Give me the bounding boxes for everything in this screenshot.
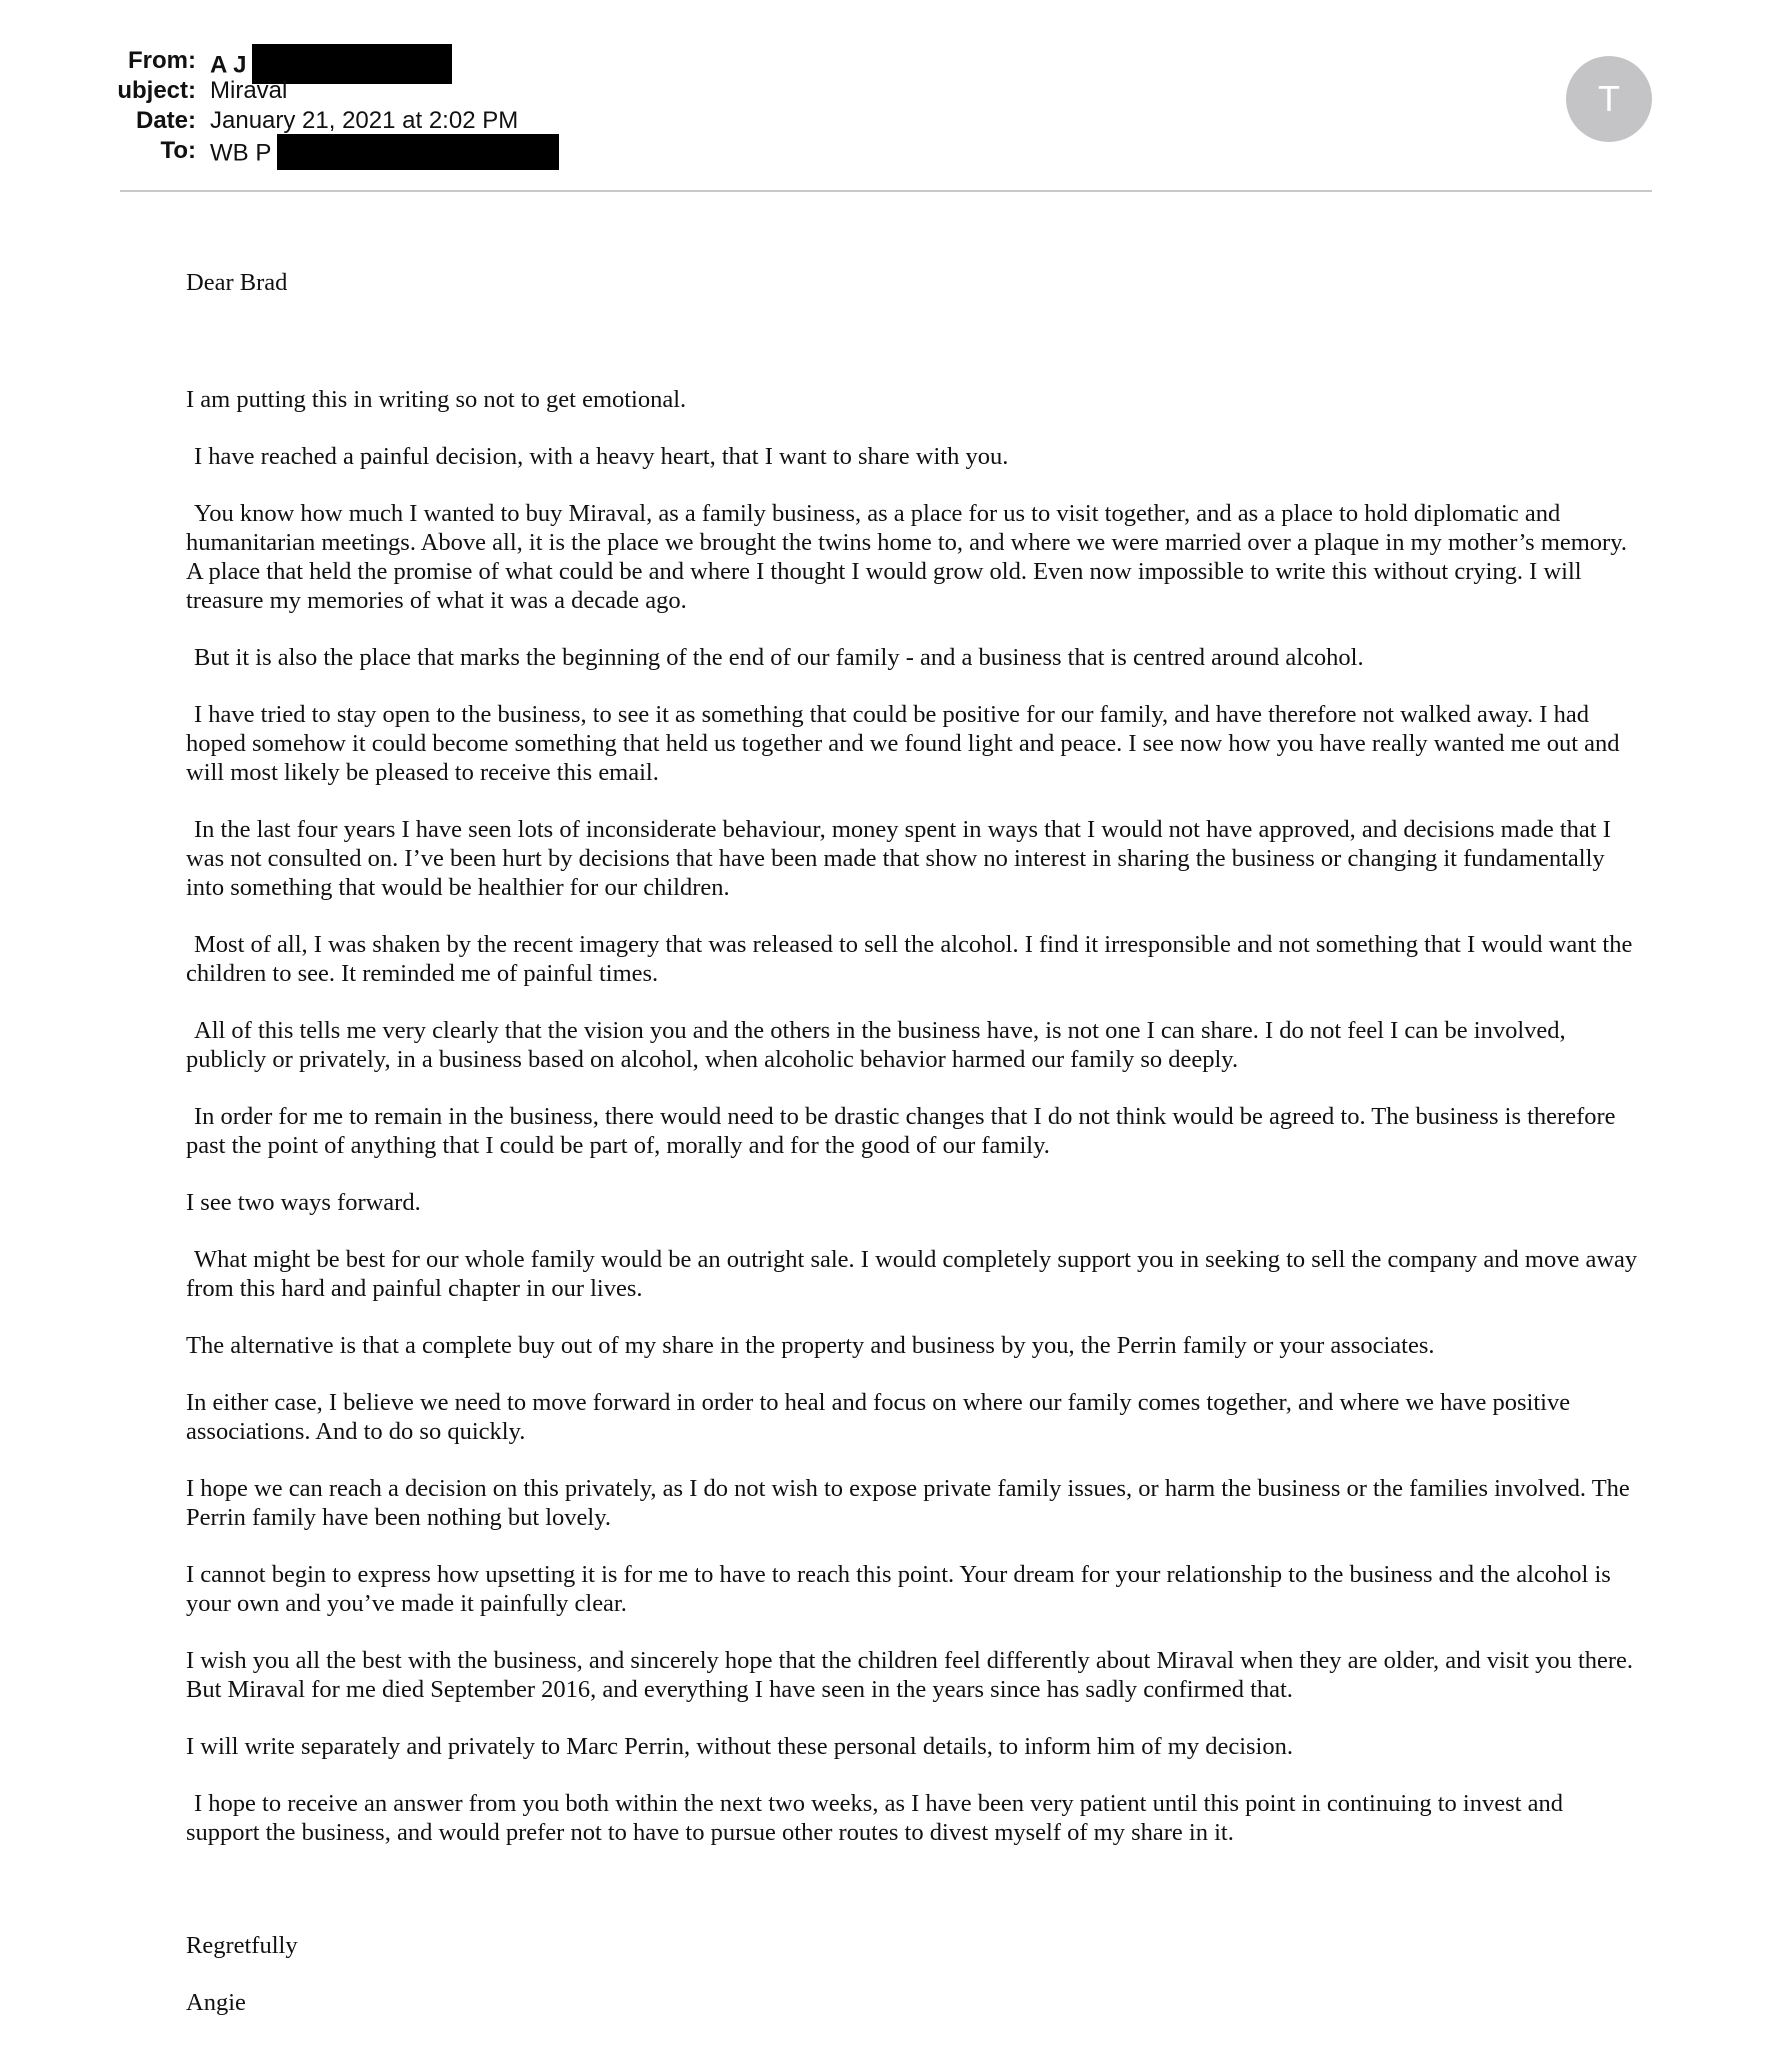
date-row (0, 106, 1788, 136)
from-label: From: (128, 47, 196, 74)
paragraph: I cannot begin to express how upsetting it is for me to have to reach this point. Your dream for your relationship to the business and the alcohol is your own and you’ve made it painfully clear. (186, 1561, 1611, 1617)
redaction-bar (277, 134, 559, 170)
email-header (0, 46, 1788, 166)
paragraph: In either case, I believe we need to move forward in order to heal and focus on where our family comes together, and where we have positive associations. And to do so quickly. (186, 1389, 1571, 1445)
paragraph: Most of all, I was shaken by the recent imagery that was released to sell the alcohol. I find it irresponsible and not something that I would want the children to see. It reminded me of painful times. (186, 931, 1633, 987)
subject-label: ubject: (117, 77, 196, 104)
paragraph: I have reached a painful decision, with a heavy heart, that I want to share with you. (194, 443, 1009, 470)
recipient-name: WB P (210, 139, 272, 167)
sender-avatar (1566, 56, 1652, 142)
salutation: Dear Brad (186, 269, 288, 296)
to-row (0, 136, 1788, 166)
paragraph: I hope to receive an answer from you both within the next two weeks, as I have been very patient until this point in continuing to invest and support the business, and would prefer not to have to pursue other routes to divest myself of my share in it. (186, 1790, 1563, 1846)
date-value: January 21, 2021 at 2:02 PM (210, 107, 519, 134)
to-value (210, 136, 559, 172)
subject-value: Miraval (210, 77, 288, 104)
closing: Regretfully (186, 1932, 298, 1959)
paragraph: What might be best for our whole family would be an outright sale. I would completely support you in seeking to sell the company and move away from this hard and painful chapter in our lives. (186, 1246, 1638, 1302)
sender-name: A J (210, 51, 247, 79)
paragraph: In the last four years I have seen lots of inconsiderate behaviour, money spent in ways that I would not have approved, and decisions made that I was not consulted on. I’ve been hurt by decisions that have been made that show no interest in sharing the business or changing it fundamentally into something that would be healthier for our children. (186, 816, 1611, 901)
paragraph: I have tried to stay open to the business, to see it as something that could be positive for our family, and have therefore not walked away. I had hoped somehow it could become something that held us together and we found light and peace. I see now how you have really wanted me out and will most likely be pleased to receive this email. (186, 701, 1620, 786)
paragraph: I am putting this in writing so not to get emotional. (186, 386, 687, 413)
avatar-initial: T (1598, 78, 1620, 119)
to-label: To: (160, 137, 196, 164)
paragraph: I wish you all the best with the business, and sincerely hope that the children feel differently about Miraval when they are older, and visit you there. But Miraval for me died September 2016, and everything I have seen in the years since has sadly confirmed that. (186, 1647, 1634, 1703)
paragraph: I see two ways forward. (186, 1189, 421, 1216)
paragraph: I hope we can reach a decision on this privately, as I do not wish to expose private family issues, or harm the business or the families involved. The Perrin family have been nothing but lovely. (186, 1475, 1630, 1531)
paragraph: The alternative is that a complete buy out of my share in the property and business by you, the Perrin family or your associates. (186, 1332, 1435, 1359)
header-divider (120, 190, 1652, 192)
signature: Angie (186, 1989, 246, 2016)
subject-row (0, 76, 1788, 106)
date-label: Date: (135, 107, 196, 134)
paragraph: You know how much I wanted to buy Miraval, as a family business, as a place for us to visit together, and as a place to hold diplomatic and humanitarian meetings. Above all, it is the place we brought the twins home to, and where we were married over a plaque in my mother’s memory. A place that held the promise of what could be and where I thought I would grow old. Even now impossible to write this without crying. I will treasure my memories of what it was a decade ago. (186, 500, 1628, 614)
paragraph: All of this tells me very clearly that the vision you and the others in the business have, is not one I can share. I do not feel I can be involved, publicly or privately, in a business based on alcohol, when alcoholic behavior harmed our family so deeply. (186, 1017, 1566, 1073)
letter-body (186, 268, 1642, 2017)
paragraph: In order for me to remain in the business, there would need to be drastic changes that I do not think would be agreed to. The business is therefore past the point of anything that I could be part of, morally and for the good of our family. (186, 1103, 1616, 1159)
from-row (0, 46, 1788, 79)
paragraph: But it is also the place that marks the beginning of the end of our family - and a business that is centred around alcohol. (194, 644, 1364, 671)
paragraph: I will write separately and privately to Marc Perrin, without these personal details, to inform him of my decision. (186, 1733, 1293, 1760)
